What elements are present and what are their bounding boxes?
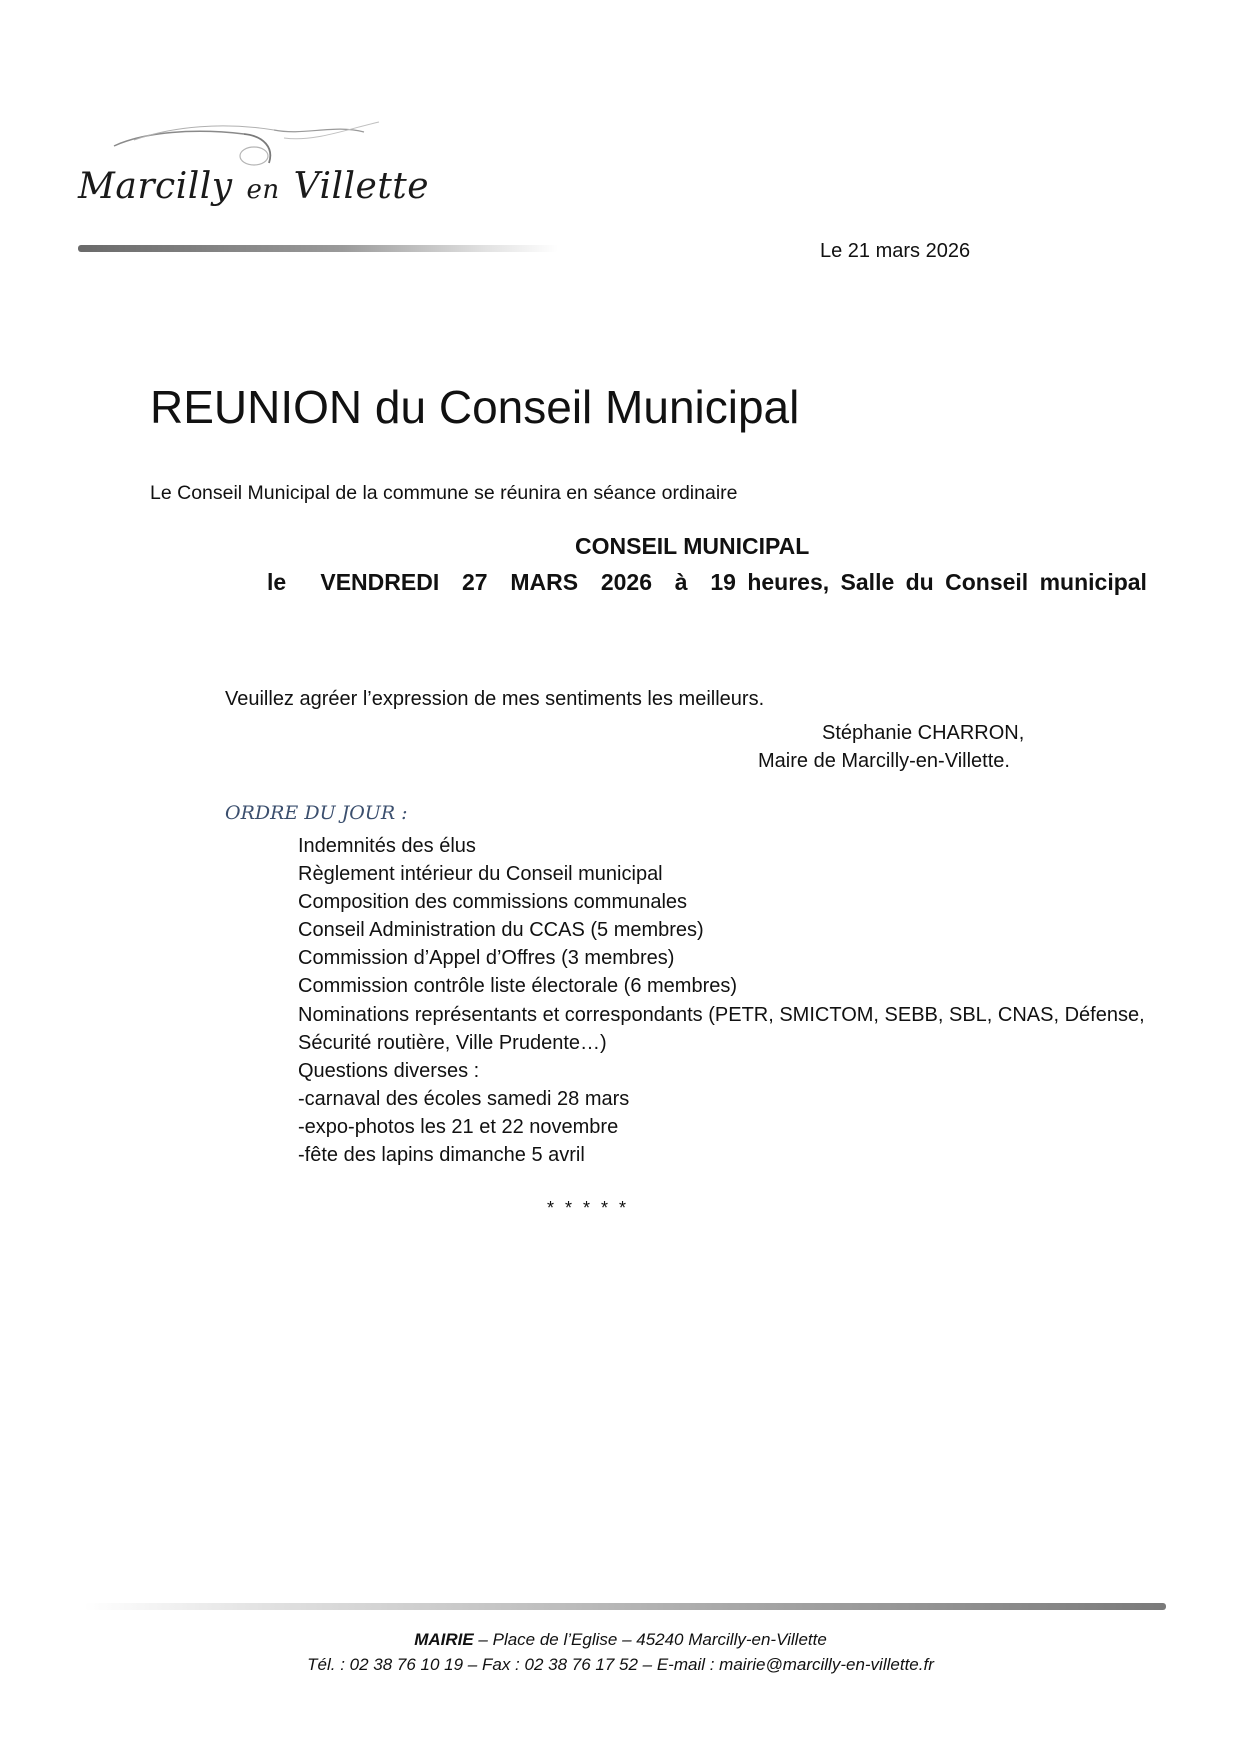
agenda-item: -fête des lapins dimanche 5 avril	[298, 1144, 585, 1167]
header-divider	[78, 245, 558, 252]
agenda-item: Conseil Administration du CCAS (5 membres)	[298, 919, 704, 942]
agenda-item: Commission d’Appel d’Offres (3 membres)	[298, 947, 675, 970]
agenda-item: Commission contrôle liste électorale (6 membres)	[298, 975, 738, 998]
footer-address	[0, 1630, 1241, 1650]
logo-text-left: Marcilly	[78, 166, 233, 207]
logo	[74, 118, 430, 214]
agenda-item: -expo-photos les 21 et 22 novembre	[298, 1115, 619, 1138]
meeting-datetime	[267, 569, 1147, 596]
section-separator: * * * * *	[547, 1198, 630, 1218]
agenda-list	[298, 832, 1145, 1169]
agenda-item: -carnaval des écoles samedi 28 mars	[298, 1087, 630, 1110]
meeting-heading: CONSEIL MUNICIPAL	[575, 533, 810, 559]
agenda-item: Nominations représentants et correspondants (PETR, SMICTOM, SEBB, SBL, CNAS, Défense,	[298, 1003, 1145, 1026]
document-date: Le 21 mars 2026	[820, 240, 971, 262]
footer-mairie-label: MAIRIE	[414, 1630, 474, 1649]
footer-address-text: – Place de l’Eglise – 45240 Marcilly-en-Villette	[473, 1630, 827, 1649]
agenda-item: Composition des commissions communales	[298, 891, 688, 914]
greeting-text: Veuillez agréer l’expression de mes sentiments les meilleurs.	[225, 688, 765, 710]
meeting-datetime-text: le VENDREDI 27 MARS 2026 à 19 heures, Salle du Conseil municipal	[267, 569, 1147, 595]
logo-text-mid: en	[246, 175, 280, 205]
signature-name: Stéphanie CHARRON,	[822, 722, 1025, 744]
logo-text-right: Villette	[293, 166, 430, 207]
agenda-item: Questions diverses :	[298, 1059, 480, 1082]
footer-contact: Tél. : 02 38 76 10 19 – Fax : 02 38 76 17 52 – E-mail : mairie@marcilly-en-villette.fr	[307, 1655, 934, 1674]
agenda-item: Règlement intérieur du Conseil municipal	[298, 863, 663, 886]
footer-divider	[84, 1603, 1166, 1610]
signature-role: Maire de Marcilly-en-Villette.	[758, 750, 1010, 772]
agenda-item: Indemnités des élus	[298, 835, 476, 857]
intro-text: Le Conseil Municipal de la commune se réunira en séance ordinaire	[150, 482, 738, 504]
agenda-item: Sécurité routière, Ville Prudente…)	[298, 1031, 607, 1054]
page-title: REUNION du Conseil Municipal	[150, 381, 800, 433]
agenda-heading: ORDRE DU JOUR :	[225, 802, 408, 824]
